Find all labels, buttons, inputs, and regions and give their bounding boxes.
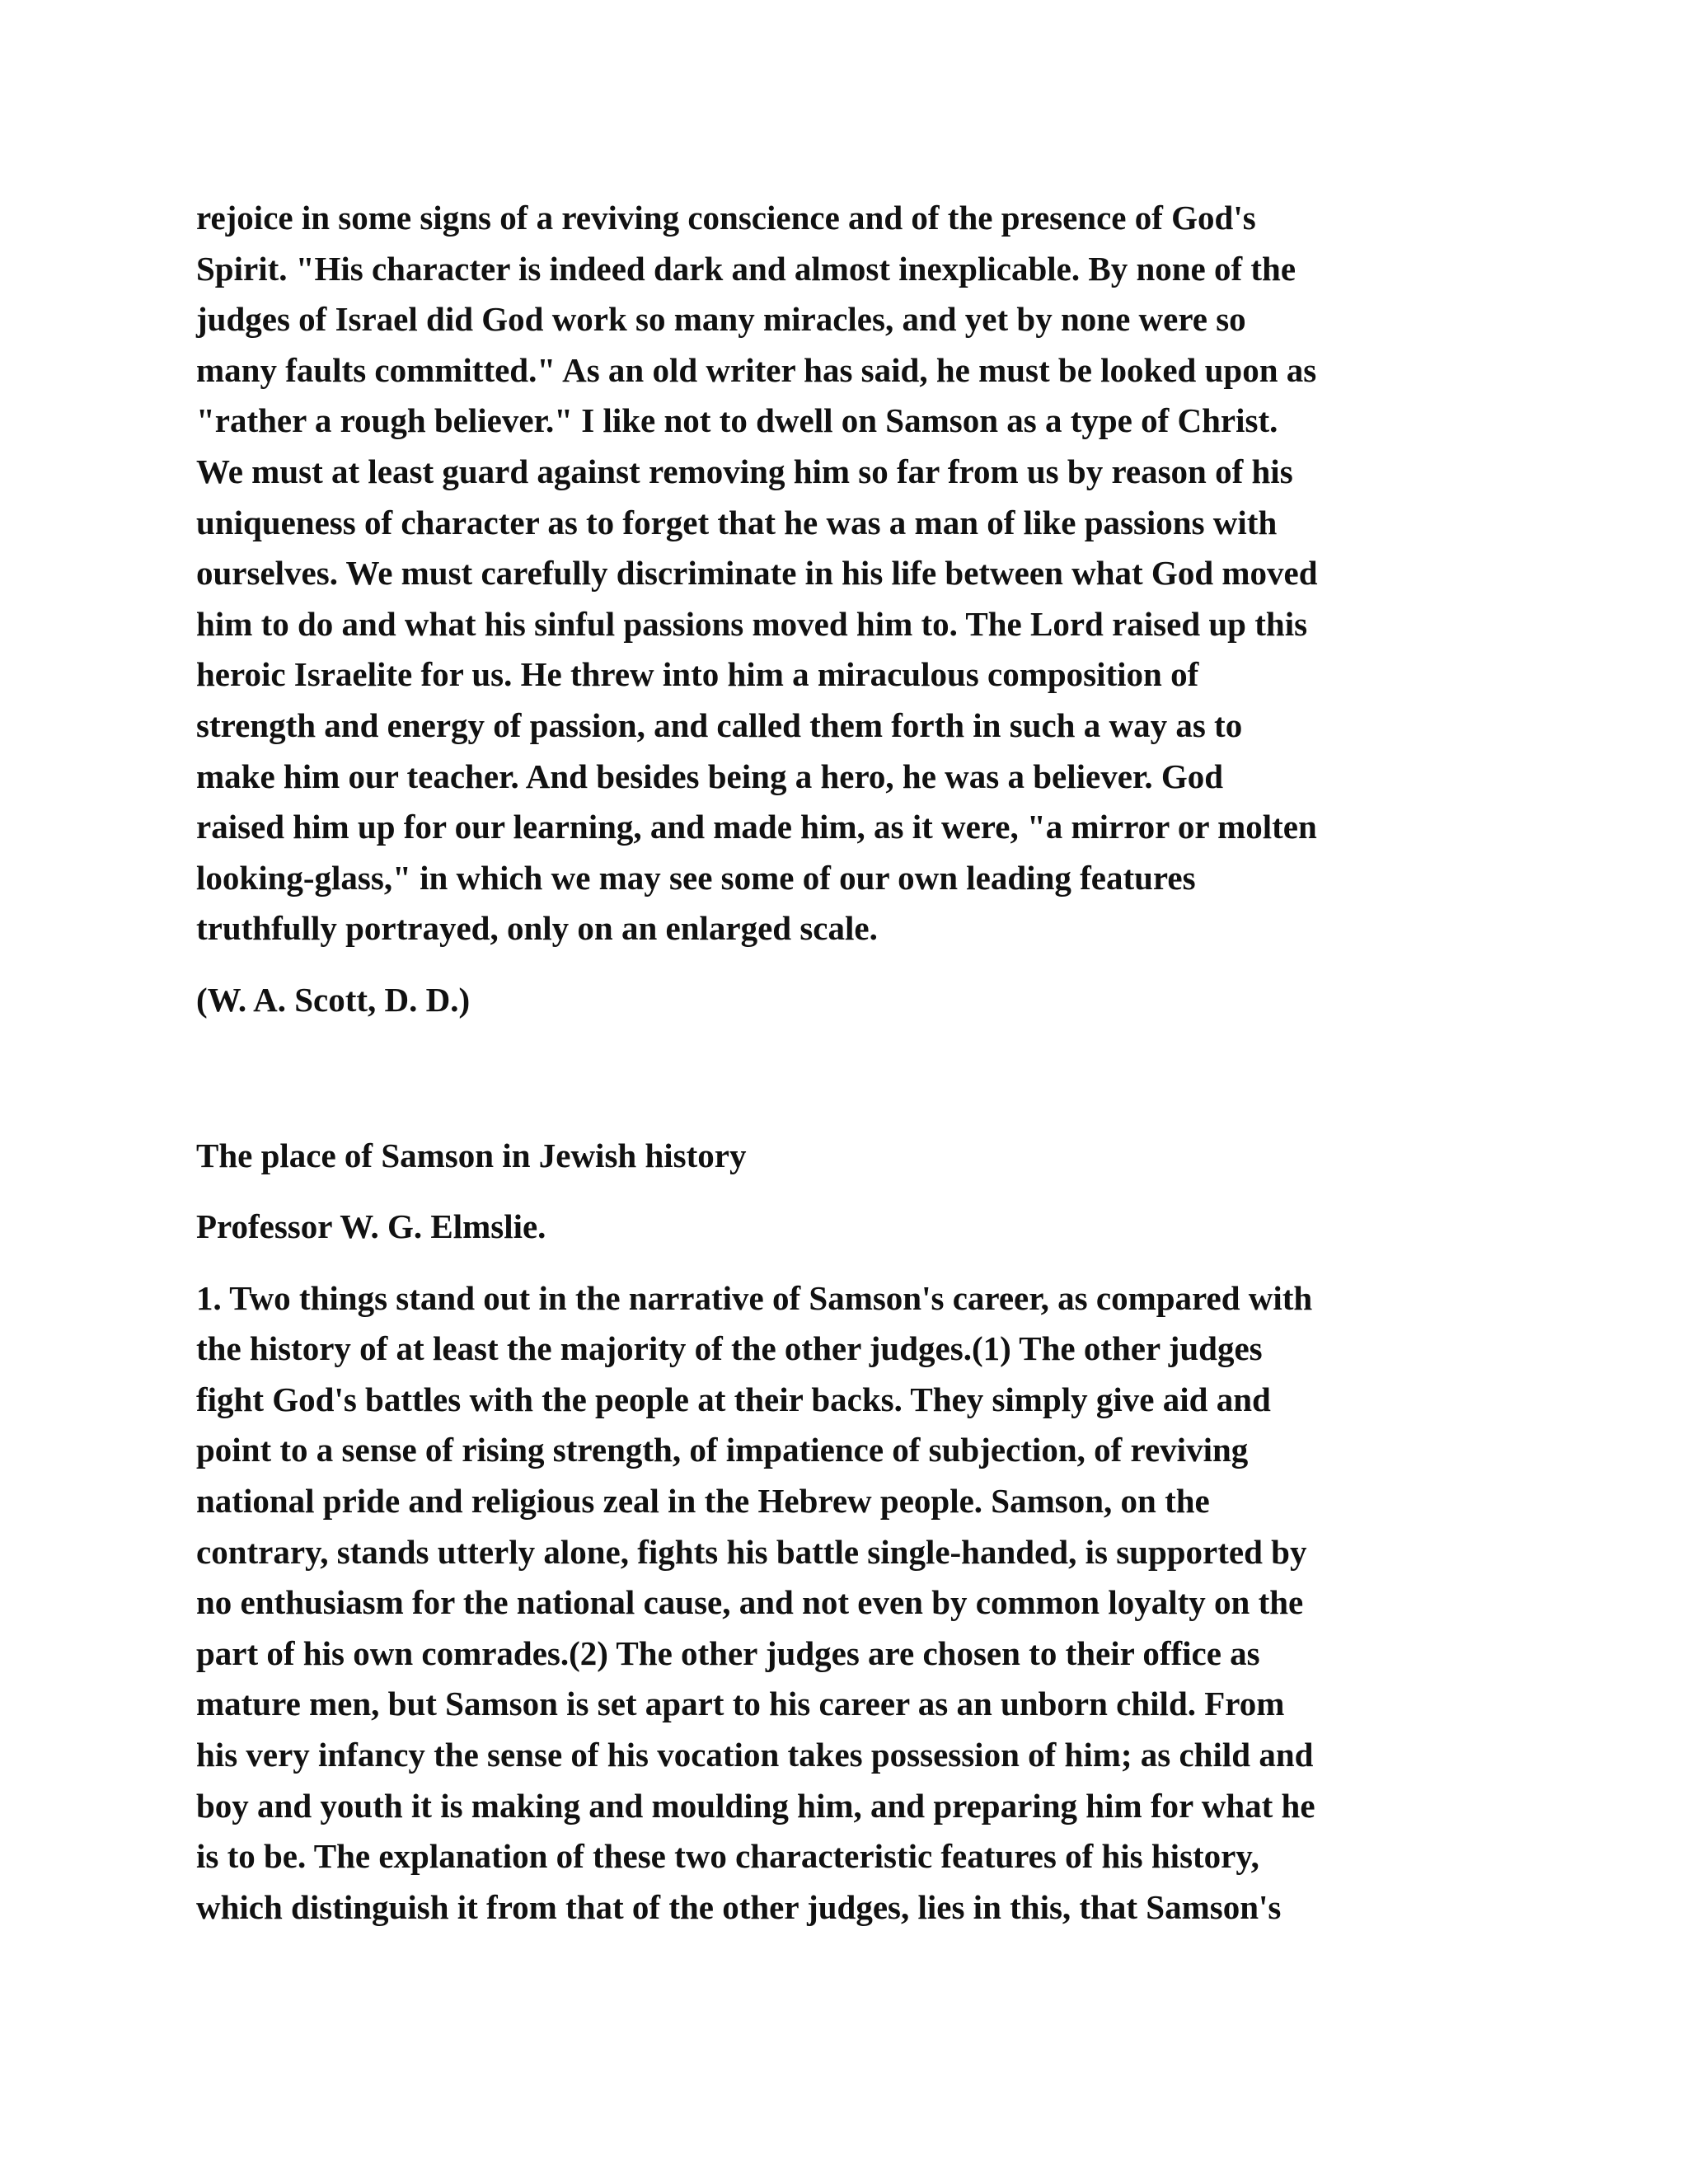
text-line: point to a sense of rising strength, of impatience of subjection, of reviving bbox=[196, 1431, 1249, 1469]
text-line: is to be. The explanation of these two characteristic features of his history, bbox=[196, 1837, 1259, 1876]
text-line: heroic Israelite for us. He threw into him a miraculous composition of bbox=[196, 655, 1199, 694]
text-line: judges of Israel did God work so many miracles, and yet by none were so bbox=[196, 300, 1246, 339]
text-line: his very infancy the sense of his vocation takes possession of him; as child and bbox=[196, 1736, 1314, 1774]
text-line: "rather a rough believer." I like not to dwell on Samson as a type of Christ. bbox=[196, 401, 1278, 440]
text-line: many faults committed." As an old writer has said, he must be looked upon as bbox=[196, 350, 1317, 389]
text-line: fight God's battles with the people at their backs. They simply give aid and bbox=[196, 1380, 1271, 1418]
attribution: (W. A. Scott, D. D.) bbox=[196, 980, 471, 1019]
text-line: no enthusiasm for the national cause, and not even by common loyalty on the bbox=[196, 1583, 1304, 1622]
document-page bbox=[196, 193, 1498, 1933]
paragraph-scott bbox=[196, 193, 1498, 954]
text-line: the history of at least the majority of the other judges.(1) The other judges bbox=[196, 1329, 1263, 1368]
text-line: national pride and religious zeal in the Hebrew people. Samson, on the bbox=[196, 1482, 1210, 1521]
paragraph-elmslie bbox=[196, 1273, 1498, 1933]
text-line: make him our teacher. And besides being a hero, he was a believer. God bbox=[196, 757, 1224, 795]
text-line: 1. Two things stand out in the narrative of Samson's career, as compared with bbox=[196, 1278, 1313, 1317]
text-line: rejoice in some signs of a reviving conscience and of the presence of God's bbox=[196, 199, 1256, 237]
text-line: We must at least guard against removing him so far from us by reason of his bbox=[196, 452, 1293, 490]
text-line: part of his own comrades.(2) The other judges are chosen to their office as bbox=[196, 1633, 1260, 1672]
text-line: raised him up for our learning, and made him, as it were, "a mirror or molten bbox=[196, 808, 1317, 846]
text-line: mature men, but Samson is set apart to his career as an unborn child. From bbox=[196, 1685, 1285, 1723]
text-line: looking-glass," in which we may see some of our own leading features bbox=[196, 858, 1196, 897]
section-title: The place of Samson in Jewish history bbox=[196, 1136, 747, 1174]
text-line: truthfully portrayed, only on an enlarged scale. bbox=[196, 909, 878, 948]
text-line: Spirit. "His character is indeed dark and almost inexplicable. By none of the bbox=[196, 249, 1296, 288]
text-line: boy and youth it is making and moulding him, and preparing him for what he bbox=[196, 1786, 1315, 1825]
text-line: him to do and what his sinful passions moved him to. The Lord raised up this bbox=[196, 604, 1308, 643]
text-line: which distinguish it from that of the other judges, lies in this, that Samson's bbox=[196, 1887, 1282, 1926]
text-line: uniqueness of character as to forget that he was a man of like passions with bbox=[196, 503, 1278, 541]
text-line: ourselves. We must carefully discriminate in his life between what God moved bbox=[196, 554, 1318, 593]
text-line: contrary, stands utterly alone, fights his battle single-handed, is supported by bbox=[196, 1532, 1307, 1571]
section-author: Professor W. G. Elmslie. bbox=[196, 1207, 546, 1246]
text-line: strength and energy of passion, and called them forth in such a way as to bbox=[196, 705, 1243, 744]
